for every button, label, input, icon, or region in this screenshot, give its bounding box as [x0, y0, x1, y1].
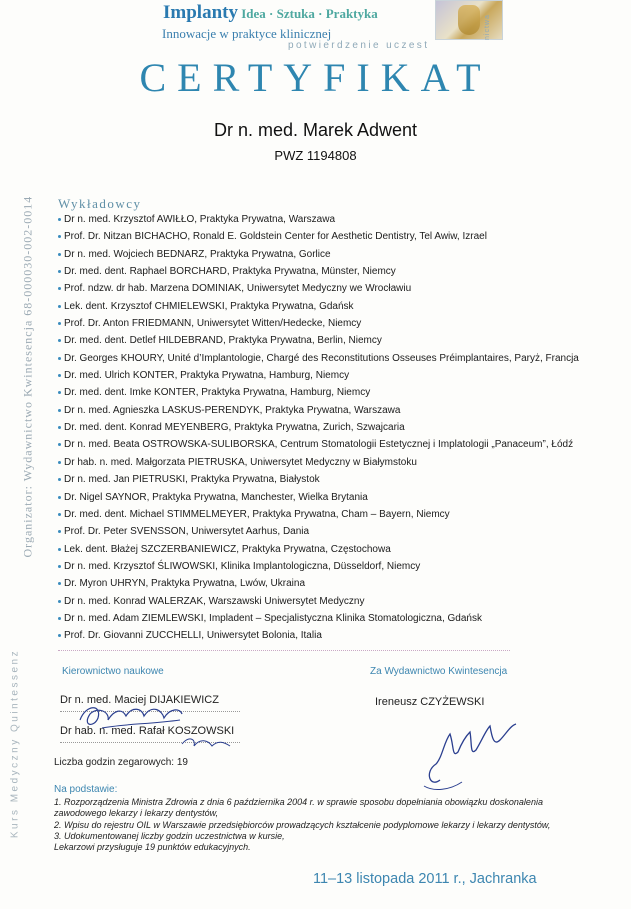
- lecturer-item: Dr. med. dent. Michael STIMMELMEYER, Praktyka Prywatna, Cham – Bayern, Niemcy: [58, 506, 579, 523]
- scientific-person-1: Dr n. med. Maciej DIJAKIEWICZ: [60, 694, 219, 706]
- lecturer-item: Prof. Dr. Peter SVENSSON, Uniwersytet Aarhus, Dania: [58, 523, 579, 540]
- lecturer-item: Dr n. med. Krzysztof ŚLIWOWSKI, Klinika Implantologiczna, Düsseldorf, Niemcy: [58, 558, 579, 575]
- hours-count: Liczba godzin zegarowych: 19: [54, 757, 188, 768]
- basis-heading: Na podstawie:: [54, 784, 118, 795]
- lecturer-item: Prof. ndzw. dr hab. Marzena DOMINIAK, Uniwersytet Medyczny we Wrocławiu: [58, 280, 579, 297]
- basis-item: Lekarzowi przysługuje 19 punktów edukacyjnych.: [54, 842, 251, 853]
- scientific-heading: Kierownictwo naukowe: [62, 666, 164, 677]
- lecturers-heading: Wykładowcy: [58, 196, 142, 211]
- basis-item: zawodowego lekarzy i lekarzy dentystów,: [54, 808, 219, 819]
- banner-confirmation: potwierdzenie uczest: [288, 40, 430, 51]
- banner-brand-line: [163, 2, 378, 24]
- banner-subtitle: Innowacje w praktyce klinicznej: [162, 26, 332, 41]
- banner-brand: Implanty: [163, 2, 238, 23]
- lecturer-item: Prof. Dr. Giovanni ZUCCHELLI, Uniwersytet Bolonia, Italia: [58, 627, 579, 644]
- lecturer-item: Dr. med. Ulrich KONTER, Praktyka Prywatna, Hamburg, Niemcy: [58, 367, 579, 384]
- lecturer-item: Dr n. med. Wojciech BEDNARZ, Praktyka Prywatna, Gorlice: [58, 246, 579, 263]
- side-course-text: Kurs Medyczny Quintessenz: [9, 648, 21, 839]
- banner-tooth-image: [435, 0, 503, 40]
- signature-czyzewski: [410, 712, 540, 792]
- lecturer-item: Dr hab. n. med. Małgorzata PIETRUSKA, Uniwersytet Medyczny w Białymstoku: [58, 454, 579, 471]
- lecturers-list: [58, 211, 579, 645]
- lecturer-item: Dr. med. dent. Detlef HILDEBRAND, Praktyka Prywatna, Berlin, Niemcy: [58, 332, 579, 349]
- lecturer-item: Dr. med. dent. Imke KONTER, Praktyka Prywatna, Hamburg, Niemcy: [58, 384, 579, 401]
- signature-dijakiewicz: [62, 694, 262, 754]
- lecturer-item: Prof. Dr. Anton FRIEDMANN, Uniwersytet Witten/Hedecke, Niemcy: [58, 315, 579, 332]
- basis-item: 3. Udokumentowanej liczby godzin uczestnictwa w kursie,: [54, 830, 285, 841]
- side-organizer-text: Organizator: Wydawnictwo Kwintesencja 68-000030-002-0014: [20, 195, 35, 558]
- basis-list: [54, 797, 550, 853]
- lecturer-item: Prof. Dr. Nitzan BICHACHO, Ronald E. Goldstein Center for Aesthetic Dentistry, Tel Awiw, Izrael: [58, 228, 579, 245]
- recipient-pwz: PWZ 1194808: [274, 148, 357, 163]
- event-date-location: 11–13 listopada 2011 r., Jachranka: [313, 871, 537, 887]
- lecturer-item: Dr n. med. Konrad WALERZAK, Warszawski Uniwersytet Medyczny: [58, 593, 579, 610]
- section-divider: [58, 650, 510, 651]
- lecturer-item: Dr. Myron UHRYN, Praktyka Prywatna, Lwów, Ukraina: [58, 575, 579, 592]
- lecturer-item: Dr n. med. Beata OSTROWSKA-SULIBORSKA, Centrum Stomatologii Estetycznej i Implatologii „Panaceum”, Łódź: [58, 436, 579, 453]
- lecturer-item: Lek. dent. Błażej SZCZERBANIEWICZ, Praktyka Prywatna, Częstochowa: [58, 541, 579, 558]
- lecturer-item: Dr. Georges KHOURY, Unité d’Implantologie, Chargé des Reconstitutions Osseuses Préimplantaires, Paryż, Francja: [58, 350, 579, 367]
- lecturer-item: Dr n. med. Adam ZIEMLEWSKI, Impladent – Specjalistyczna Klinika Stomatologiczna, Gdańsk: [58, 610, 579, 627]
- lecturer-item: Lek. dent. Krzysztof CHMIELEWSKI, Praktyka Prywatna, Gdańsk: [58, 298, 579, 315]
- banner-tagline: Idea · Sztuka · Praktyka: [237, 6, 378, 21]
- certificate-title: CERTYFIKAT: [139, 55, 492, 100]
- lecturer-item: Dr n. med. Jan PIETRUSKI, Praktyka Prywatna, Białystok: [58, 471, 579, 488]
- publisher-person: Ireneusz CZYŻEWSKI: [375, 696, 485, 708]
- scientific-person-2: Dr hab. n. med. Rafał KOSZOWSKI: [60, 725, 235, 737]
- lecturer-item: Dr. Nigel SAYNOR, Praktyka Prywatna, Manchester, Wielka Brytania: [58, 489, 579, 506]
- basis-item: 1. Rozporządzenia Ministra Zdrowia z dnia 6 października 2004 r. w sprawie sposobu dopełniania obowiązku doskonalenia: [54, 797, 543, 807]
- banner-confirmation-tail: nictwa: [484, 14, 491, 40]
- tooth-icon: [458, 5, 480, 35]
- lecturer-item: Dr n. med. Agnieszka LASKUS-PERENDYK, Praktyka Prywatna, Warszawa: [58, 402, 579, 419]
- lecturer-item: Dr n. med. Krzysztof AWIŁŁO, Praktyka Prywatna, Warszawa: [58, 211, 579, 228]
- lecturer-item: Dr. med. dent. Raphael BORCHARD, Praktyka Prywatna, Münster, Niemcy: [58, 263, 579, 280]
- publisher-heading: Za Wydawnictwo Kwintesencja: [370, 666, 508, 677]
- basis-item: 2. Wpisu do rejestru OIL w Warszawie przedsiębiorców prowadzących kształcenie podyplomowe lekarzy i lekarzy dentystów,: [54, 819, 551, 830]
- lecturer-item: Dr. med. dent. Konrad MEYENBERG, Praktyka Prywatna, Zurich, Szwajcaria: [58, 419, 579, 436]
- recipient-name: Dr n. med. Marek Adwent: [213, 120, 418, 140]
